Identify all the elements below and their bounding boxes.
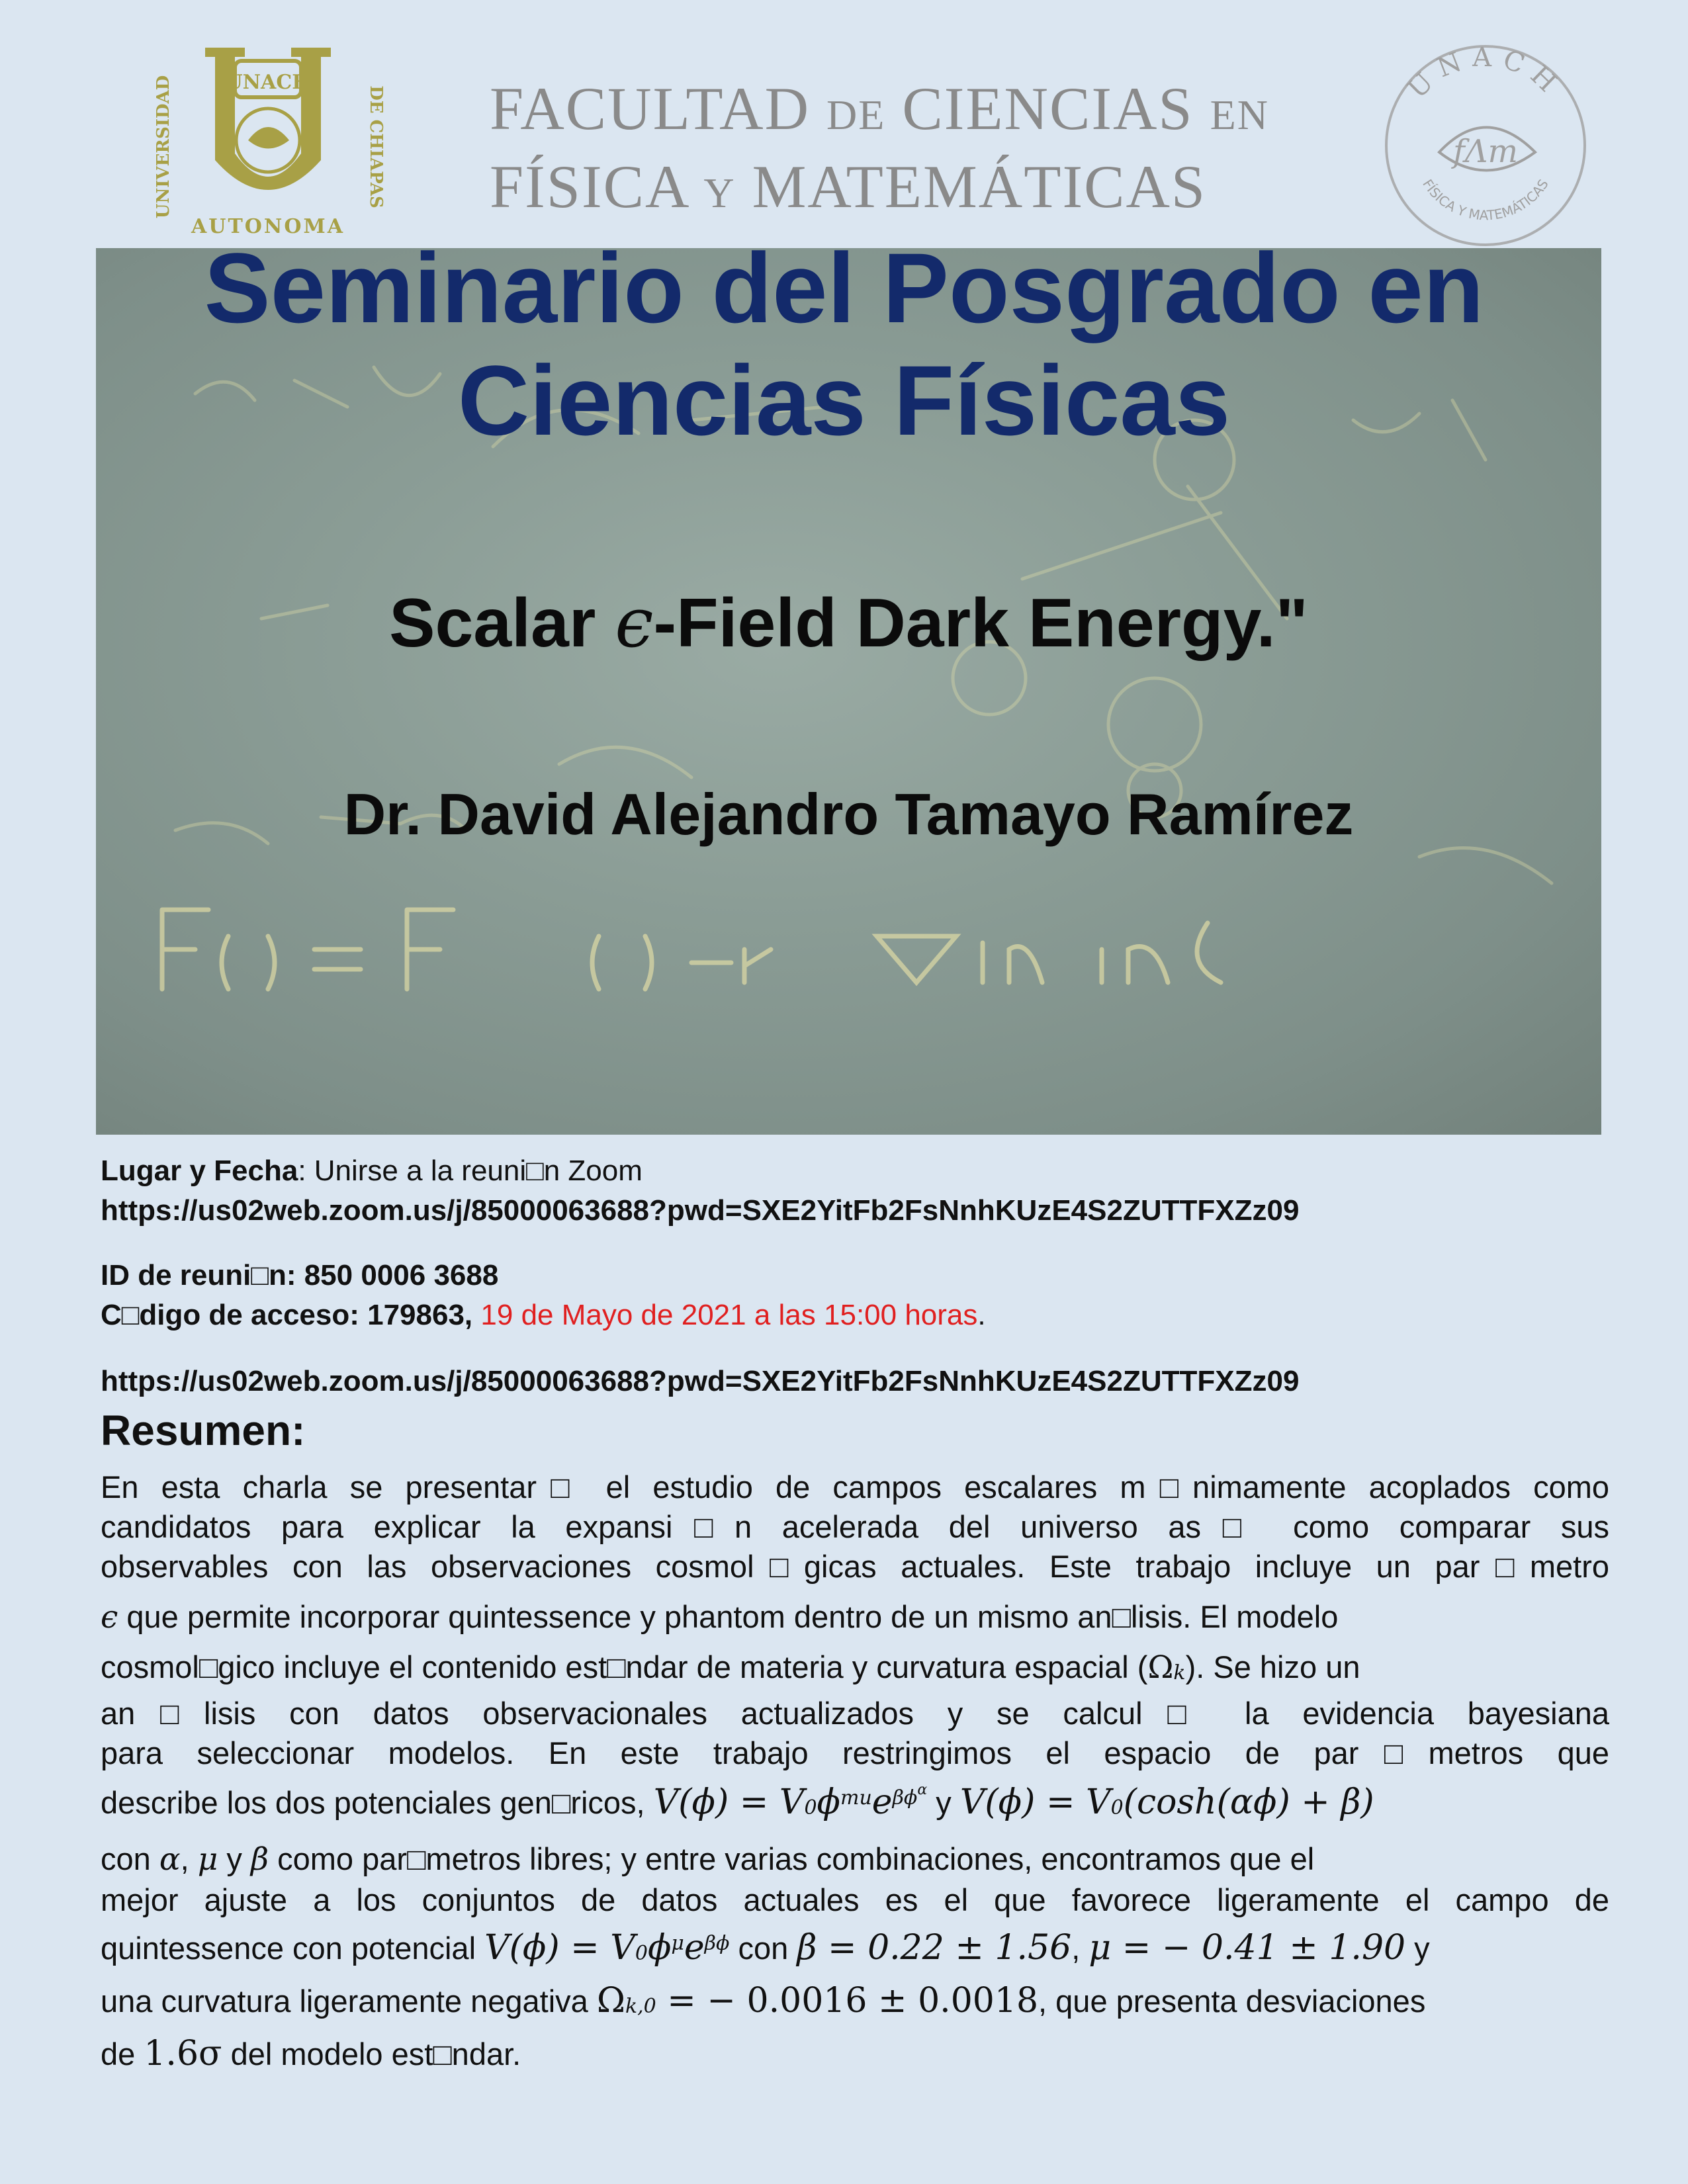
mu-symbol: μ (197, 1841, 218, 1878)
talk-title-text: -Field Dark Energy." (653, 585, 1308, 662)
curvature-constraint: = − 0.0016 ± 0.0018 (656, 1981, 1039, 2021)
faculty-word: EN (1210, 91, 1269, 138)
seal-top-text: UNACH (1402, 42, 1569, 105)
faculty-word: CIENCIAS (902, 75, 1194, 142)
seminar-title-line: Seminario del Posgrado en (204, 232, 1484, 343)
potential-equation-2: V(ϕ) = V0(cosh(αϕ) + β) (959, 1782, 1374, 1822)
beta-symbol: β (250, 1841, 269, 1878)
faculty-wordmark (490, 73, 1284, 229)
alpha-symbol: α (159, 1841, 181, 1878)
faculty-word: DE (826, 91, 886, 138)
logo-left-side-text-2: DE CHIAPAS (366, 85, 386, 208)
abstract-line: con α, μ y β como par□metros libres; y entre varias combinaciones, encontramos que el (101, 1841, 1315, 1878)
epsilon-symbol: ϵ (101, 1599, 118, 1636)
meeting-id-label: ID de reuni□n (101, 1259, 287, 1291)
talk-title-text: Scalar (389, 585, 615, 662)
abstract-heading: Resumen: (101, 1407, 306, 1454)
abstract-line (101, 1647, 1596, 1688)
abstract-line: mejor ajuste a los conjuntos de datos actuales es el que favorece ligeramente el campo de (101, 1882, 1609, 1917)
zoom-link[interactable]: https://us02web.zoom.us/j/85000063688?pwd=SXE2YitFb2FsNnhKUzE4S2ZUTTFXZz09 (101, 1194, 1300, 1227)
abstract-text: y (927, 1785, 960, 1820)
abstract-line: observables con las observaciones cosmol□gicas actuales. Este trabajo incluye un par□metro (101, 1549, 1609, 1584)
logo-left-bottom-text: AUTONOMA (191, 215, 345, 238)
logo-left-top-text: UNACH (225, 71, 311, 94)
fcfm-seal-logo (1376, 36, 1595, 255)
seminar-title (66, 232, 1622, 457)
event-date: 19 de Mayo de 2021 a las 15:00 horas (480, 1299, 978, 1331)
abstract-line (101, 1597, 1596, 1638)
abstract-line: para seleccionar modelos. En este trabajo restringimos el espacio de par□metros que (101, 1735, 1609, 1770)
faculty-word: FÍSICA (490, 153, 688, 220)
abstract-line (101, 1782, 1609, 1823)
meeting-id-line (101, 1256, 498, 1295)
omega-subscript: k,0 (625, 1995, 656, 2018)
location-line (101, 1151, 643, 1191)
svg-text:FÍSICA Y MATEMÁTICAS (1419, 177, 1552, 224)
meeting-id-value: : 850 0006 3688 (286, 1259, 499, 1291)
abstract-line: quintessence con potencial $V(\phi) = V0\phi^\mu e^{\beta\phi}$ con β = 0.22 ± 1.56, μ = − 0.41 ± 1.90 y (101, 1928, 1430, 1968)
faculty-word: FACULTAD (490, 75, 811, 142)
epsilon-symbol: ϵ (615, 582, 654, 663)
svg-text:UNACH (1402, 42, 1569, 105)
abstract-text: cosmol□gico incluye el contenido est□ndar de materia y curvatura espacial ( (101, 1649, 1148, 1684)
abstract-line: En esta charla se presentar□ el estudio de campos escalares m□nimamente acoplados como (101, 1469, 1609, 1505)
seal-bottom-text: FÍSICA Y MATEMÁTICAS (1419, 176, 1552, 224)
location-value: : Unirse a la reuni□n Zoom (298, 1155, 643, 1187)
abstract-line: una curvatura ligeramente negativa Ωk,0 = − 0.0016 ± 0.0018, que presenta desviaciones (101, 1981, 1426, 2021)
potential-equation-3: $V(\phi) = V0\phi^\mu e^{\beta\phi}$ (484, 1928, 730, 1968)
abstract-text: describe los dos potenciales gen□ricos, (101, 1785, 645, 1820)
faculty-word: Y (703, 169, 736, 216)
location-label: Lugar y Fecha (101, 1155, 298, 1187)
faculty-word: MATEMÁTICAS (752, 153, 1207, 220)
abstract-text: ). Se hizo un (1185, 1649, 1360, 1684)
abstract-text: que permite incorporar quintessence y phantom dentro de un mismo an□lisis. El modelo (118, 1599, 1339, 1634)
omega-symbol: Ω (596, 1981, 625, 2021)
unach-logo (142, 41, 394, 240)
talk-title (96, 582, 1601, 663)
abstract-line: de 1.6σ del modelo est□ndar. (101, 2034, 521, 2074)
logo-left-side-text: UNIVERSIDAD (154, 75, 173, 219)
mu-constraint: μ = − 0.41 ± 1.90 (1088, 1928, 1406, 1968)
zoom-link-2[interactable]: https://us02web.zoom.us/j/85000063688?pwd=SXE2YitFb2FsNnhKUzE4S2ZUTTFXZz09 (101, 1365, 1300, 1397)
access-code-label: C□digo de acceso (101, 1299, 350, 1331)
speaker-name: Dr. David Alejandro Tamayo Ramírez (343, 781, 1354, 847)
omega-symbol: Ω (1147, 1649, 1174, 1686)
abstract-line: an□lisis con datos observacionales actualizados y se calcul□ la evidencia bayesiana (101, 1696, 1609, 1731)
sigma-deviation: 1.6σ (144, 2034, 222, 2074)
event-date-end: . (977, 1299, 986, 1331)
seminar-title-line: Ciencias Físicas (457, 345, 1231, 456)
access-code-value: : 179863, (349, 1299, 473, 1331)
seal-mark: fΛm (1453, 133, 1518, 170)
potential-equation-1: $V(\phi) = V0\phi^{mu}e^{\beta\phi\alpha}$ (653, 1782, 928, 1822)
beta-constraint: β = 0.22 ± 1.56 (797, 1928, 1072, 1968)
access-code-line (101, 1295, 986, 1335)
abstract-line: candidatos para explicar la expansi□n acelerada del universo as□ como comparar sus (101, 1509, 1609, 1544)
omega-subscript: k (1173, 1661, 1186, 1684)
